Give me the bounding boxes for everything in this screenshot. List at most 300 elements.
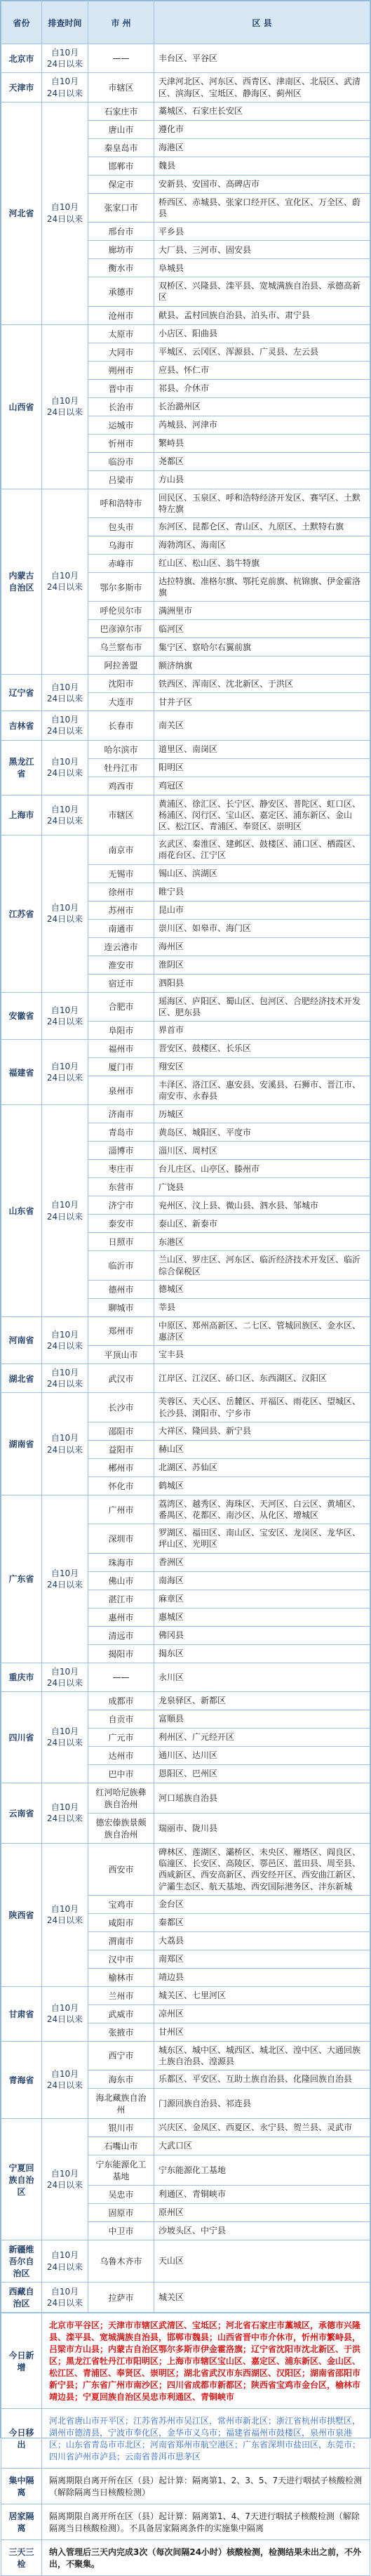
city-cell: 呼伦贝尔市 — [88, 602, 154, 620]
district-cell: 天津河北区、河东区、西青区、津南区、北辰区、武清区、滨海区、宝坻区、静海区、蓟州区 — [154, 73, 370, 102]
city-cell: 德州市 — [88, 1280, 154, 1298]
city-cell: 长治市 — [88, 397, 154, 416]
table-row — [1, 795, 370, 835]
district-cell: 方山县 — [154, 470, 370, 489]
city-cell: 怀化市 — [88, 1477, 154, 1495]
concentrated-row — [1, 2469, 370, 2504]
district-cell: 尧都区 — [154, 452, 370, 470]
district-cell: 鹤城区 — [154, 1477, 370, 1495]
district-cell: 香洲区 — [154, 1553, 370, 1571]
district-cell: 献县、孟村回族自治县、泊头市、肃宁县 — [154, 306, 370, 324]
district-cell: 城东区、城中区、城西区、城北区、湟中区、大通回族土族自治县、湟源县 — [154, 2041, 370, 2070]
time-cell: 自10月24日以来 — [42, 1316, 88, 1363]
city-cell: 淄博市 — [88, 1142, 154, 1160]
city-cell: 阜阳市 — [88, 1021, 154, 1039]
district-cell: 淄川区、周村区 — [154, 1142, 370, 1160]
district-cell: 沙坡头区、中宁县 — [154, 2222, 370, 2240]
city-cell: 长春市 — [88, 711, 154, 740]
city-cell: 广州市 — [88, 1495, 154, 1524]
province-cell: 上海市 — [1, 795, 42, 835]
district-cell: 罗湖区、福田区、南山区、宝安区、龙岗区、龙华区、坪山区、光明区 — [154, 1524, 370, 1553]
district-cell: 平乡县 — [154, 223, 370, 241]
district-cell: 应县、怀仁市 — [154, 361, 370, 379]
district-cell: 芙蓉区、天心区、岳麓区、开福区、雨花区、望城区、长沙县、浏阳市、宁乡市 — [154, 1393, 370, 1422]
district-cell: 界首市 — [154, 1021, 370, 1039]
district-cell: 南海区 — [154, 1571, 370, 1590]
district-cell: 广饶县 — [154, 1178, 370, 1196]
province-cell: 内蒙古自治区 — [1, 489, 42, 675]
district-cell: 大武口区 — [154, 2137, 370, 2155]
city-cell: 揭阳市 — [88, 1644, 154, 1663]
city-cell: 苏州市 — [88, 901, 154, 919]
province-cell: 河北省 — [1, 102, 42, 324]
district-cell: 繁峙县 — [154, 434, 370, 452]
district-cell: 海港区 — [154, 138, 370, 157]
province-cell: 重庆市 — [1, 1663, 42, 1691]
today-new-text: 北京市平谷区；天津市市辖区武清区、宝坻区；河北省石家庄市藁城区，承德市兴隆县、滦平县、宽城满族自治县，邯郸市魏县；山西省晋中市介休市，忻州市繁峙县，吕梁市方山县；内蒙古自治区鄂尔多斯市伊金霍洛旗；辽宁省沈阳市沈北新区、于洪区；黑龙江省牡丹江市阳明区；上海市市辖区宝山区、嘉定区、浦东新区、金山区、松江区、青浦区、奉贤区、崇明区；湖北省武汉市东西湖区、汉阳区；湖南省邵阳市新宁县；广东省广州市南沙区；四川省成都市新都区；陕西省宝鸡市金台区，榆林市靖边县；宁夏回族自治区吴忠市利通区、青铜峡市 — [42, 2313, 370, 2409]
city-cell: 临汾市 — [88, 452, 154, 470]
city-cell: 牡丹江市 — [88, 758, 154, 777]
province-cell: 广东省 — [1, 1495, 42, 1663]
district-cell: 泗阳县 — [154, 974, 370, 992]
header-district: 区 县 — [154, 1, 370, 44]
city-cell: 成都市 — [88, 1691, 154, 1710]
time-cell: 自10月24日以来 — [42, 1039, 88, 1104]
city-cell: 泰安市 — [88, 1215, 154, 1233]
province-cell: 吉林省 — [1, 711, 42, 740]
concentrated-label: 集中隔离 — [1, 2469, 42, 2504]
city-cell: 南京市 — [88, 835, 154, 864]
province-cell: 云南省 — [1, 1783, 42, 1843]
province-cell: 新疆维吾尔自治区 — [1, 2240, 42, 2283]
time-cell: 自10月24日以来 — [42, 1986, 88, 2041]
city-cell: 枣庄市 — [88, 1160, 154, 1178]
province-cell: 宁夏回族自治区 — [1, 2119, 42, 2240]
district-cell: 兰山区、罗庄区、河东区、临沂经济技术开发区、临沂综合保税区 — [154, 1251, 370, 1280]
table-row — [1, 1393, 370, 1422]
district-cell: 达拉特旗、准格尔旗、鄂托克前旗、杭锦旗、伊金霍洛旗 — [154, 572, 370, 601]
province-cell: 青海省 — [1, 2041, 42, 2118]
table-row — [1, 1039, 370, 1057]
time-cell: 自10月24日以来 — [42, 1495, 88, 1663]
district-cell: 甘井子区 — [154, 693, 370, 711]
table-row — [1, 992, 370, 1021]
city-cell: 日照市 — [88, 1233, 154, 1251]
table-row — [1, 1843, 370, 1895]
district-cell: 淮阴区 — [154, 956, 370, 974]
city-cell: 惠州市 — [88, 1608, 154, 1626]
district-cell: 富顺县 — [154, 1710, 370, 1728]
city-cell: 渭南市 — [88, 1931, 154, 1950]
table-row — [1, 1663, 370, 1691]
city-cell: 珠海市 — [88, 1553, 154, 1571]
district-cell: 瑶海区、庐阳区、蜀山区、包河区、合肥经济技术开发区、肥东县 — [154, 992, 370, 1021]
district-cell: 丰泽区、洛江区、惠安县、安溪县、石狮市、晋江市、南安市、永春县 — [154, 1076, 370, 1104]
table-header-row — [1, 1, 370, 44]
city-cell: 西安市 — [88, 1843, 154, 1895]
city-cell: 鸡西市 — [88, 777, 154, 795]
city-cell: 泉州市 — [88, 1076, 154, 1104]
risk-area-table — [1, 1, 370, 2313]
district-cell: 德城区 — [154, 1280, 370, 1298]
district-cell: 崇川区、如皋市、海门区 — [154, 919, 370, 937]
city-cell: 郑州市 — [88, 1316, 154, 1345]
city-cell: 巴彦淖尔市 — [88, 620, 154, 638]
city-cell: 阿拉善盟 — [88, 656, 154, 675]
table-row — [1, 835, 370, 864]
city-cell: 赤峰市 — [88, 554, 154, 572]
city-cell: 宿迁市 — [88, 974, 154, 992]
city-cell: 南通市 — [88, 919, 154, 937]
city-cell: 市辖区 — [88, 795, 154, 835]
city-cell: 沈阳市 — [88, 675, 154, 693]
city-cell: 乌鲁木齐市 — [88, 2240, 154, 2283]
time-cell: 自10月24日以来 — [42, 489, 88, 675]
city-cell: 乌兰察布市 — [88, 638, 154, 656]
city-cell: 东营市 — [88, 1178, 154, 1196]
province-cell: 北京市 — [1, 44, 42, 73]
city-cell: 海北藏族自治州 — [88, 2089, 154, 2119]
city-cell: 兰州市 — [88, 1986, 154, 2004]
district-cell: 南郑区 — [154, 1950, 370, 1968]
district-cell: 通川区、达川区 — [154, 1746, 370, 1764]
city-cell: 邢台市 — [88, 223, 154, 241]
city-cell: 福州市 — [88, 1039, 154, 1057]
district-cell: 莘县 — [154, 1298, 370, 1316]
province-cell: 天津市 — [1, 73, 42, 102]
table-row — [1, 1105, 370, 1123]
district-cell: 历城区 — [154, 1105, 370, 1123]
city-cell: 张家口市 — [88, 193, 154, 222]
province-cell: 四川省 — [1, 1691, 42, 1783]
city-cell: 宁东能源化工基地 — [88, 2155, 154, 2186]
district-cell: 甘州区 — [154, 2023, 370, 2041]
district-cell: 桥西区、赤城县、张家口经开区、宣化区、万全区、蔚县 — [154, 193, 370, 222]
city-cell: 长沙市 — [88, 1393, 154, 1422]
district-cell: 回民区、玉泉区、呼和浩特经济开发区、赛罕区、土默特左旗 — [154, 489, 370, 517]
district-cell: 锡山区、滨湖区 — [154, 864, 370, 883]
home-row — [1, 2504, 370, 2540]
district-cell: 集宁区、察哈尔右翼前旗 — [154, 638, 370, 656]
city-cell: 银川市 — [88, 2119, 154, 2137]
province-cell: 黑龙江省 — [1, 740, 42, 795]
time-cell: 自10月24日以来 — [42, 1663, 88, 1691]
district-cell: 兖州区、汶上县、微山县、泗水县、邹城市 — [154, 1196, 370, 1215]
city-cell: 拉萨市 — [88, 2283, 154, 2313]
district-cell: 原州区 — [154, 2204, 370, 2222]
city-cell: 吕梁市 — [88, 470, 154, 489]
district-cell: 瑞丽市、陇川县 — [154, 1813, 370, 1843]
district-cell: 南关区 — [154, 711, 370, 740]
district-cell: 宝丰县 — [154, 1346, 370, 1364]
city-cell: 乌海市 — [88, 536, 154, 554]
district-cell: 靖边县 — [154, 1968, 370, 1986]
district-cell: 惠城区 — [154, 1608, 370, 1626]
table-row — [1, 1986, 370, 2004]
district-cell: 芮城县、河津市 — [154, 416, 370, 434]
table-row — [1, 102, 370, 120]
district-cell: 道里区、南岗区 — [154, 740, 370, 758]
time-cell: 自10月24日以来 — [42, 44, 88, 73]
district-cell: 鸡冠区 — [154, 777, 370, 795]
district-cell: 碑林区、莲湖区、灞桥区、未央区、雁塔区、阎良区、临潼区、长安区、高陵区、鄠邑区、蓝田县、周至县、西咸新区、西安高新区、西安经开区、西安曲江新区、浐灞生态区、航天基地、西安国际港务区、沣东新城 — [154, 1843, 370, 1895]
city-cell: 无锡市 — [88, 864, 154, 883]
district-cell: 荔湾区、越秀区、海珠区、天河区、白云区、黄埔区、番禺区、花都区、南沙区、从化区、增城区 — [154, 1495, 370, 1524]
city-cell: 红河哈尼族彝族自治州 — [88, 1783, 154, 1813]
district-cell: 利州区、广元经开区 — [154, 1728, 370, 1746]
district-cell: 铁西区、浑南区、沈北新区、于洪区 — [154, 675, 370, 693]
city-cell: 沧州市 — [88, 306, 154, 324]
city-cell: 益阳市 — [88, 1440, 154, 1458]
district-cell: 宁东能源化工基地 — [154, 2155, 370, 2186]
province-cell: 安徽省 — [1, 992, 42, 1039]
city-cell: —— — [88, 44, 154, 73]
city-cell: 平顶山市 — [88, 1346, 154, 1364]
table-row — [1, 2240, 370, 2283]
city-cell: 清远市 — [88, 1626, 154, 1644]
district-cell: 长治潞州区 — [154, 397, 370, 416]
three-days-label: 三天三检 — [1, 2540, 42, 2576]
province-cell: 福建省 — [1, 1039, 42, 1104]
city-cell: 汉中市 — [88, 1950, 154, 1968]
city-cell: 晋中市 — [88, 379, 154, 397]
district-cell: 佛冈县 — [154, 1626, 370, 1644]
city-cell: 邵阳市 — [88, 1422, 154, 1440]
district-cell: 黄浦区、徐汇区、长宁区、静安区、普陀区、虹口区、杨浦区、闵行区、宝山区、嘉定区、浦东新区、金山区、松江区、青浦区、奉贤区、崇明区 — [154, 795, 370, 835]
time-cell: 自10月24日以来 — [42, 992, 88, 1039]
time-cell: 自10月24日以来 — [42, 324, 88, 489]
city-cell: 衡水市 — [88, 259, 154, 277]
city-cell: 淮安市 — [88, 956, 154, 974]
time-cell: 自10月24日以来 — [42, 1843, 88, 1986]
district-cell: 大厂县、三河市、固安县 — [154, 241, 370, 259]
district-cell: 阜城县 — [154, 259, 370, 277]
district-cell: 海勃湾区、海南区 — [154, 536, 370, 554]
city-cell: 临沂市 — [88, 1251, 154, 1280]
district-cell: 河口瑶族自治县 — [154, 1783, 370, 1813]
city-cell: 朔州市 — [88, 361, 154, 379]
city-cell: 佛山市 — [88, 1571, 154, 1590]
three-days-row — [1, 2540, 370, 2576]
province-cell: 河南省 — [1, 1316, 42, 1363]
city-cell: 运城市 — [88, 416, 154, 434]
district-cell: 阳明区 — [154, 758, 370, 777]
time-cell: 自10月24日以来 — [42, 740, 88, 795]
province-cell: 陕西省 — [1, 1843, 42, 1986]
city-cell: 哈尔滨市 — [88, 740, 154, 758]
today-new-row — [1, 2313, 370, 2409]
province-cell: 山西省 — [1, 324, 42, 489]
time-cell: 自10月24日以来 — [42, 1691, 88, 1783]
district-cell: 揭东区 — [154, 1644, 370, 1663]
district-cell: 金台区 — [154, 1895, 370, 1913]
table-row — [1, 2283, 370, 2313]
time-cell: 自10月24日以来 — [42, 1393, 88, 1495]
city-cell: 邯郸市 — [88, 157, 154, 175]
district-cell: 恩阳区、巴州区 — [154, 1764, 370, 1783]
header-city: 市 州 — [88, 1, 154, 44]
district-cell: 晋安区、鼓楼区、长乐区 — [154, 1039, 370, 1057]
city-cell: 济南市 — [88, 1105, 154, 1123]
city-cell: 深圳市 — [88, 1524, 154, 1553]
city-cell: 自贡市 — [88, 1710, 154, 1728]
three-days-text: 纳入管理后三天内完成3次（每次间隔24小时）核酸检测，检测结果未出之前，不外出，不聚集。 — [42, 2540, 370, 2576]
city-cell: 吴忠市 — [88, 2186, 154, 2204]
city-cell: 达州市 — [88, 1746, 154, 1764]
district-cell: 江岸区、江汉区、硚口区、东西湖区、汉阳区 — [154, 1364, 370, 1393]
district-cell: 永川区 — [154, 1663, 370, 1691]
district-cell: 祁县、介休市 — [154, 379, 370, 397]
district-cell: 乐都区、平安区、互助土族自治县、化隆回族自治县 — [154, 2070, 370, 2089]
table-row — [1, 489, 370, 517]
city-cell: 大连市 — [88, 693, 154, 711]
district-cell: 麻章区 — [154, 1590, 370, 1608]
table-row — [1, 1783, 370, 1813]
table-row — [1, 675, 370, 693]
concentrated-text: 隔离期限自离开所在区（县）起计算：隔离第1、2、3、5、7天进行咽拭子核酸检测（解除隔离当日核酸检测） — [42, 2469, 370, 2504]
district-cell: 魏县 — [154, 157, 370, 175]
table-row — [1, 1495, 370, 1524]
time-cell: 自10月24日以来 — [42, 2240, 88, 2283]
province-cell: 湖南省 — [1, 1393, 42, 1495]
district-cell: 天山区 — [154, 2240, 370, 2283]
district-cell: 翔安区 — [154, 1057, 370, 1076]
city-cell: 武汉市 — [88, 1364, 154, 1393]
city-cell: 聊城市 — [88, 1298, 154, 1316]
city-cell: 石家庄市 — [88, 102, 154, 120]
district-cell: 遵化市 — [154, 120, 370, 138]
district-cell: 双桥区、兴隆县、滦平县、宽城满族自治县、承德高新区 — [154, 277, 370, 306]
city-cell: 西宁市 — [88, 2041, 154, 2070]
city-cell: 忻州市 — [88, 434, 154, 452]
district-cell: 大荔县 — [154, 1931, 370, 1950]
time-cell: 自10月24日以来 — [42, 675, 88, 711]
district-cell: 安新县、安国市、高碑店市 — [154, 175, 370, 193]
header-time: 排查时间 — [42, 1, 88, 44]
today-removed-text: 河北省唐山市开平区；江苏省苏州市吴江区，常州市新北区；浙江省杭州市拱墅区，湖州市德清县，宁波市奉化区，金华市义乌市；福建省福州市鼓楼区，泉州市泉港区；山东省青岛市市北区；河南省郑州市航空港区；广东省深圳市盐田区，东莞市；四川省泸州市泸县；云南省普洱市思茅区 — [42, 2409, 370, 2469]
home-label: 居家隔离 — [1, 2504, 42, 2540]
city-cell: 广元市 — [88, 1728, 154, 1746]
province-cell: 湖北省 — [1, 1364, 42, 1393]
table-row — [1, 711, 370, 740]
city-cell: 包头市 — [88, 517, 154, 536]
table-body — [1, 44, 370, 2313]
city-cell: 张掖市 — [88, 2023, 154, 2041]
table-row — [1, 44, 370, 73]
city-cell: 秦皇岛市 — [88, 138, 154, 157]
time-cell: 自10月24日以来 — [42, 711, 88, 740]
district-cell: 额济纳旗 — [154, 656, 370, 675]
city-cell: 唐山市 — [88, 120, 154, 138]
district-cell: 兴庆区、金凤区、西夏区、永宁县、贺兰县、灵武市 — [154, 2119, 370, 2137]
city-cell: 湛江市 — [88, 1590, 154, 1608]
district-cell: 丰台区、平谷区 — [154, 44, 370, 73]
time-cell: 自10月24日以来 — [42, 1105, 88, 1316]
table-row — [1, 1316, 370, 1345]
notes-table — [1, 2313, 370, 2576]
city-cell: 固原市 — [88, 2204, 154, 2222]
table-row — [1, 73, 370, 102]
city-cell: 呼和浩特市 — [88, 489, 154, 517]
district-cell: 秦都区 — [154, 1913, 370, 1931]
city-cell: 济宁市 — [88, 1196, 154, 1215]
district-cell: 东港区 — [154, 1233, 370, 1251]
district-cell: 满洲里市 — [154, 602, 370, 620]
district-cell: 藁城区、石家庄长安区 — [154, 102, 370, 120]
city-cell: 中卫市 — [88, 2222, 154, 2240]
city-cell: 巴中市 — [88, 1764, 154, 1783]
district-cell: 门源回族自治县、祁连县 — [154, 2089, 370, 2119]
time-cell: 自10月24日以来 — [42, 2119, 88, 2240]
district-cell: 东河区、昆都仑区、青山区、九原区、土默特右旗 — [154, 517, 370, 536]
city-cell: 郴州市 — [88, 1458, 154, 1477]
district-cell: 城关区 — [154, 2283, 370, 2313]
district-cell: 临河区 — [154, 620, 370, 638]
table-row — [1, 1364, 370, 1393]
district-cell: 台儿庄区、山亭区、滕州市 — [154, 1160, 370, 1178]
district-cell: 昆山市 — [154, 901, 370, 919]
district-cell: 龙泉驿区、新都区 — [154, 1691, 370, 1710]
city-cell: 廊坊市 — [88, 241, 154, 259]
table-row — [1, 2041, 370, 2070]
city-cell: 连云港市 — [88, 937, 154, 956]
time-cell: 自10月24日以来 — [42, 2283, 88, 2313]
district-cell: 大祥区、隆回县、新宁县 — [154, 1422, 370, 1440]
city-cell: 武威市 — [88, 2004, 154, 2023]
city-cell: —— — [88, 1663, 154, 1691]
district-cell: 泰山区、新泰市 — [154, 1215, 370, 1233]
city-cell: 石嘴山市 — [88, 2137, 154, 2155]
time-cell: 自10月24日以来 — [42, 795, 88, 835]
today-removed-label: 今日移出 — [1, 2409, 42, 2469]
city-cell: 海东市 — [88, 2070, 154, 2089]
district-cell: 凉州区 — [154, 2004, 370, 2023]
table-row — [1, 2119, 370, 2137]
city-cell: 鄂尔多斯市 — [88, 572, 154, 601]
city-cell: 合肥市 — [88, 992, 154, 1021]
today-removed-row — [1, 2409, 370, 2469]
city-cell: 咸阳市 — [88, 1913, 154, 1931]
city-cell: 徐州市 — [88, 883, 154, 901]
city-cell: 市辖区 — [88, 73, 154, 102]
city-cell: 宝鸡市 — [88, 1895, 154, 1913]
time-cell: 自10月24日以来 — [42, 1364, 88, 1393]
time-cell: 自10月24日以来 — [42, 73, 88, 102]
district-cell: 小店区、阳曲县 — [154, 324, 370, 343]
time-cell: 自10月24日以来 — [42, 2041, 88, 2118]
district-cell: 海州区 — [154, 937, 370, 956]
province-cell: 山东省 — [1, 1105, 42, 1316]
time-cell: 自10月24日以来 — [42, 102, 88, 324]
city-cell: 榆林市 — [88, 1968, 154, 1986]
district-cell: 黄岛区、城阳区、平度市 — [154, 1123, 370, 1142]
city-cell: 保定市 — [88, 175, 154, 193]
today-new-label: 今日新增 — [1, 2313, 42, 2409]
district-cell: 睢宁县 — [154, 883, 370, 901]
city-cell: 德宏傣族景颇族自治州 — [88, 1813, 154, 1843]
district-cell: 北湖区、苏仙区 — [154, 1458, 370, 1477]
table-row — [1, 1691, 370, 1710]
province-cell: 江苏省 — [1, 835, 42, 992]
city-cell: 大同市 — [88, 343, 154, 361]
province-cell: 辽宁省 — [1, 675, 42, 711]
district-cell: 玄武区、秦淮区、建邺区、鼓楼区、浦口区、栖霞区、雨花台区、江宁区 — [154, 835, 370, 864]
city-cell: 青岛市 — [88, 1123, 154, 1142]
district-cell: 城关区、七里河区 — [154, 1986, 370, 2004]
district-cell: 红山区、松山区、翁牛特旗 — [154, 554, 370, 572]
province-cell: 西藏自治区 — [1, 2283, 42, 2313]
district-cell: 利通区、青铜峡市 — [154, 2186, 370, 2204]
